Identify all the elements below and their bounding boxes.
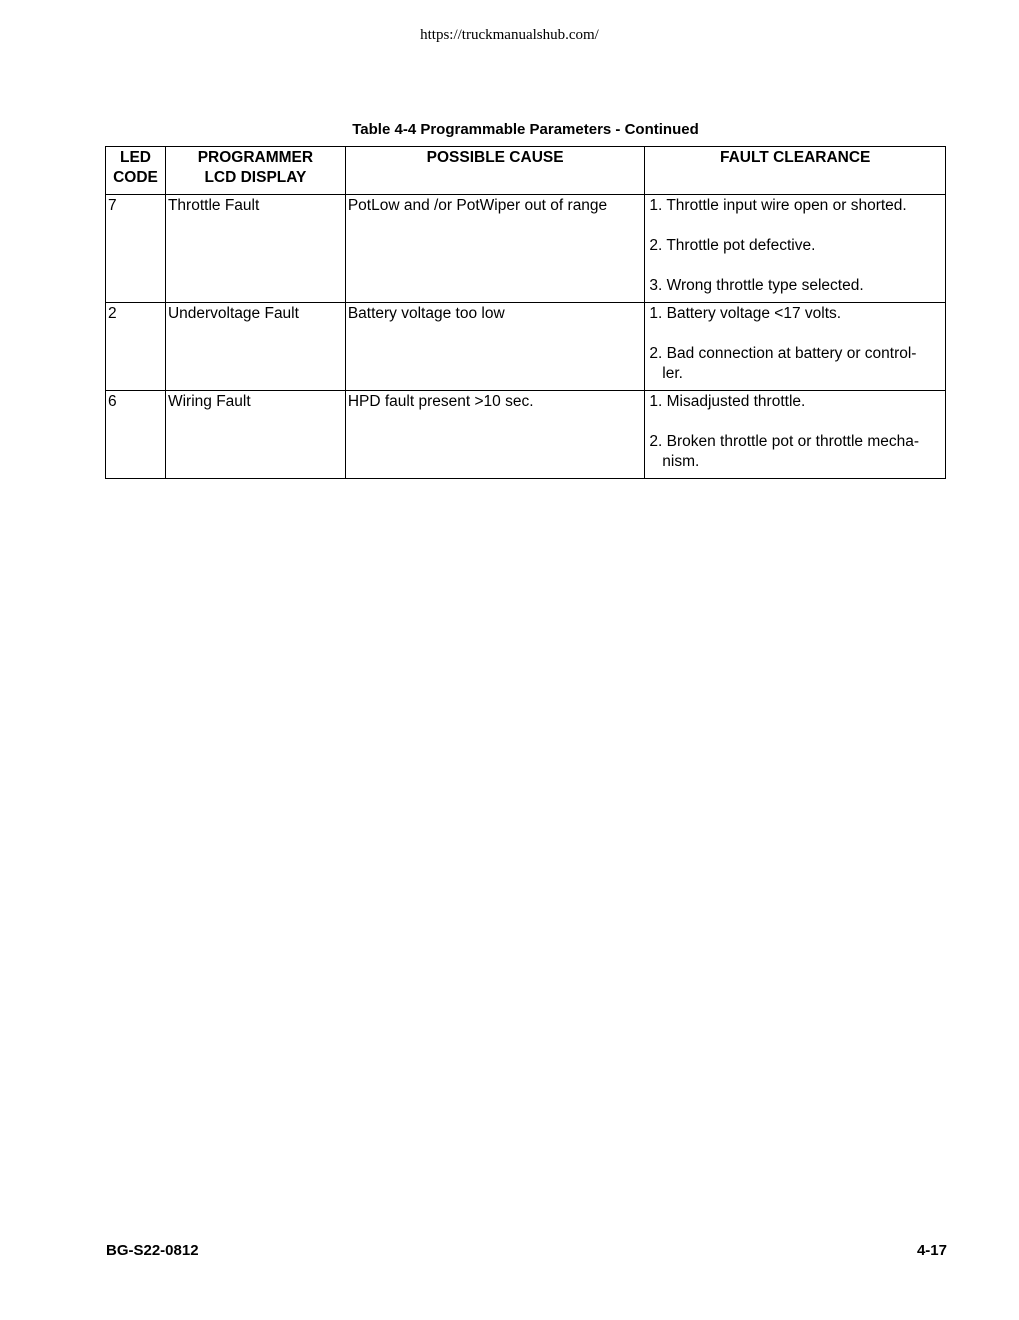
fault-clearance-item: 3. Wrong throttle type selected.: [649, 277, 864, 294]
fault-clearance-list: [647, 303, 943, 390]
column-header-lcd-display: [165, 147, 345, 195]
led-code-value: 6: [108, 393, 117, 410]
page-number: 4-17: [916, 1242, 947, 1259]
site-url[interactable]: https://truckmanualshub.com/: [420, 27, 599, 43]
document-id: BG-S22-0812: [106, 1242, 199, 1259]
fault-clearance-item: 1. Battery voltage <17 volts.: [649, 305, 842, 322]
led-code-cell: [106, 391, 166, 479]
possible-cause-cell: [345, 391, 645, 479]
column-header-line: CODE: [113, 169, 158, 186]
column-header-line: POSSIBLE CAUSE: [426, 149, 564, 166]
fault-clearance-item: 1. Throttle input wire open or shorted.: [649, 197, 907, 214]
possible-cause-value: Battery voltage too low: [347, 305, 505, 322]
fault-clearance-item: 2. Broken throttle pot or throttle mecha- nism.: [649, 433, 920, 470]
fault-clearance-cell: [645, 303, 946, 391]
lcd-display-value: Wiring Fault: [167, 393, 251, 410]
fault-clearance-list: [647, 195, 943, 302]
fault-clearance-list: [647, 391, 943, 478]
column-header-line: FAULT CLEARANCE: [719, 149, 871, 166]
led-code-value: 2: [108, 305, 117, 322]
column-header-line: LCD DISPLAY: [204, 169, 307, 186]
lcd-display-value: Undervoltage Fault: [167, 305, 299, 322]
column-header-line: LED: [119, 149, 151, 166]
lcd-display-value: Throttle Fault: [167, 197, 260, 214]
fault-clearance-item: 2. Bad connection at battery or control- ler.: [649, 345, 917, 382]
column-header-possible-cause: [345, 147, 645, 195]
lcd-display-cell: [165, 391, 345, 479]
table-row: [106, 195, 946, 303]
led-code-value: 7: [108, 197, 117, 214]
table-caption: Table 4-4 Programmable Parameters - Continued: [352, 121, 699, 138]
lcd-display-cell: [165, 303, 345, 391]
programmable-parameters-table: [105, 146, 946, 479]
column-header-line: PROGRAMMER: [197, 149, 314, 166]
table-row: [106, 303, 946, 391]
possible-cause-cell: [345, 195, 645, 303]
fault-clearance-item: 2. Throttle pot defective.: [649, 237, 816, 254]
column-header-fault-clearance: [645, 147, 946, 195]
possible-cause-cell: [345, 303, 645, 391]
led-code-cell: [106, 303, 166, 391]
possible-cause-value: PotLow and /or PotWiper out of range: [347, 197, 608, 214]
lcd-display-cell: [165, 195, 345, 303]
column-header-led-code: [106, 147, 166, 195]
fault-clearance-cell: [645, 391, 946, 479]
table-header-row: [106, 147, 946, 195]
led-code-cell: [106, 195, 166, 303]
fault-clearance-item: 1. Misadjusted throttle.: [649, 393, 806, 410]
possible-cause-value: HPD fault present >10 sec.: [347, 393, 534, 410]
table-row: [106, 391, 946, 479]
fault-clearance-cell: [645, 195, 946, 303]
